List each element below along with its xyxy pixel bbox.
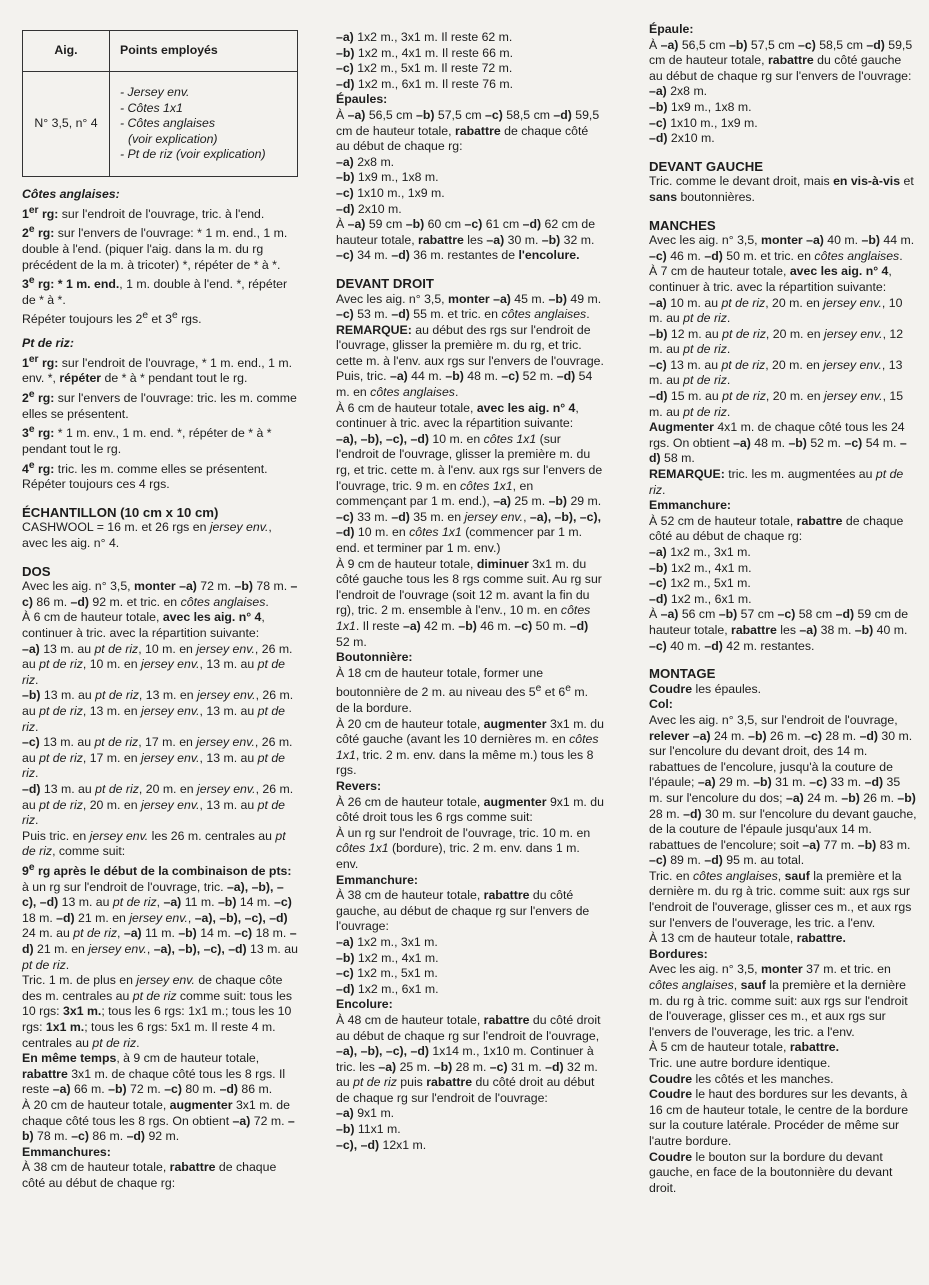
paragraph: En même temps, à 9 cm de hauteur totale, rabattre 3x1 m. de chaque côté tous les 8 rgs. Il reste –a) 66 m. –b) 72 m. –c) 80 m. –d) 86 m. (22, 1051, 286, 1097)
paragraph: Coudre les épaules. (649, 681, 762, 696)
paragraph: REMARQUE: tric. les m. augmentées au pt de riz. (649, 467, 904, 497)
column-3-text (649, 22, 917, 1196)
paragraph: À 9 cm de hauteur totale, diminuer 3x1 m. du côté gauche tous les 8 rgs comme suit. Au rg sur l'endroit de l'ouvrage (soit 12 m. avant la fin du rg), tric. 2 m. ensemble à l'env., 10 m. en côtes 1x1. Il reste –a) 42 m. –b) 46 m. –c) 50 m. –d) 52 m. (336, 556, 602, 649)
paragraph: REMARQUE: au début des rgs sur l'endroit de l'ouvrage, glisser la première m. du rg, et tric. cette m. à l'env. aux rgs sur l'envers de l'ouvrage. Puis, tric. –a) 44 m. –b) 48 m. –c) 52 m. –d) 54 m. en côtes anglaises. (336, 322, 604, 400)
section-heading: DEVANT GAUCHE (649, 158, 764, 174)
paragraph: À 18 cm de hauteur totale, former une boutonnière de 2 m. au niveau des 5e et 6e m. de la bordure. (336, 665, 589, 716)
paragraph: Avec les aig. n° 3,5, monter 37 m. et tric. en côtes anglaises, sauf la première et la dernière m. du rg à tric. comme suit: aux rgs sur l'endroit de l'ouverage, glisser ces m., et aux rgs sur l'envers de l'ouverage, les tric. a l'env. (649, 962, 908, 1039)
paragraph: 1er rg: sur l'endroit de l'ouvrage, * 1 m. end., 1 m. env. *, répéter de * à * pendant tout le rg. (22, 353, 293, 386)
paragraph: À 52 cm de hauteur totale, rabattre de chaque côté au début de chaque rg: (649, 513, 904, 544)
needle-stitch-table (22, 30, 298, 177)
paragraph: –b) 13 m. au pt de riz, 13 m. en jersey env., 26 m. au pt de riz, 13 m. en jersey env., 13 m. au pt de riz. (22, 688, 294, 734)
section-heading: Emmanchure: (336, 872, 419, 887)
section-heading: Col: (649, 697, 673, 712)
paragraph: Coudre les côtés et les manches. (649, 1071, 834, 1086)
section-heading: Épaules: (336, 92, 388, 107)
paragraph: À 5 cm de hauteur totale, rabattre. (649, 1040, 840, 1055)
stitch-item: - Pt de riz (voir explication) (120, 147, 266, 162)
paragraph: 4e rg: tric. les m. comme elles se présentent. (22, 459, 268, 476)
paragraph: À 38 cm de hauteur totale, rabattre de chaque côté au début de chaque rg: (22, 1160, 277, 1190)
table-cell-stitches (110, 72, 298, 177)
section-heading: MANCHES (649, 217, 716, 233)
section-heading: Revers: (336, 779, 382, 793)
paragraph: –a) 13 m. au pt de riz, 10 m. en jersey env., 26 m. au pt de riz, 10 m. en jersey env., 13 m. au pt de riz. (22, 641, 293, 687)
table-header-stitches: Points employés (110, 31, 298, 72)
paragraph: À un rg sur l'endroit de l'ouvrage, tric. 10 m. en côtes 1x1 (bordure), tric. 2 m. env. dans 1 m. env. (336, 825, 591, 871)
paragraph: –a) 10 m. au pt de riz, 20 m. en jersey env., 10 m. au pt de riz. (649, 295, 903, 326)
column-3 (649, 22, 917, 1196)
section-heading: ÉCHANTILLON (10 cm x 10 cm) (22, 504, 219, 520)
paragraph: CASHWOOL = 16 m. et 26 rgs en jersey env., avec les aig. n° 4. (22, 520, 272, 551)
paragraph: À 6 cm de hauteur totale, avec les aig. n° 4, continuer à tric. avec la répartition suivante: (336, 400, 579, 431)
paragraph: À 7 cm de hauteur totale, avec les aig. n° 4, continuer à tric. avec la répartition suivante: (649, 264, 892, 294)
section-heading: Pt de riz: (22, 336, 74, 351)
paragraph: 9e rg après le début de la combinaison de pts: à un rg sur l'endroit de l'ouvrage, tric. –a), –b), –c), –d) 13 m. au pt de riz, –a) 11 m. –b) 14 m. –c) 18 m. –d) 21 m. en jersey env., –a), –b), –c), –d) 24 m. au pt de riz, –a) 11 m. –b) 14 m. –c) 18 m. –d) 21 m. en jersey env., –a), –b), –c), –d) 13 m. au pt de riz. (22, 861, 298, 972)
section-heading: Épaule: (649, 22, 694, 36)
column-2-text (336, 30, 604, 1153)
section-heading: DEVANT DROIT (336, 275, 434, 291)
paragraph: 3e rg: * 1 m. end., 1 m. double à l'end. *, répéter de * à *. (22, 275, 288, 307)
paragraph: 2e rg: sur l'envers de l'ouvrage: * 1 m. end., 1 m. double à l'end. (piquer l'aig. dans la m. du rg précédent de la m. à tricoter) *, répéter de * à *. (22, 224, 288, 272)
paragraph: –d) 15 m. au pt de riz, 20 m. en jersey env., 15 m. au pt de riz. (649, 389, 904, 419)
paragraph: Répéter toujours les 2e et 3e rgs. (22, 310, 202, 327)
paragraph: –a), –b), –c), –d) 10 m. en côtes 1x1 (sur l'endroit de l'ouvrage, glisser la première m. du rg, et tric. cette m. à l'env. aux rgs sur l'envers de l'ouvrage, tric. 9 m. en côtes 1x1, en commençant par 1 m. end.), –a) 25 m. –b) 29 m. –c) 33 m. –d) 35 m. en jersey env., –a), –b), –c), –d) 10 m. en côtes 1x1 (commencer par 1 m. end. et terminer par 1 m. env.) (336, 431, 603, 555)
table-header-needles: Aig. (23, 31, 110, 72)
paragraph: –a) 2x8 m. –b) 1x9 m., 1x8 m. –c) 1x10 m., 1x9 m. –d) 2x10 m. (336, 154, 445, 216)
paragraph: Coudre le bouton sur la bordure du devant gauche, en face de la boutonnière du devant droit. (649, 1149, 893, 1195)
column-1 (22, 30, 298, 1191)
section-heading: Emmanchures: (22, 1144, 111, 1159)
paragraph: À –a) 56 cm –b) 57 cm –c) 58 cm –d) 59 cm de hauteur totale, rabattre les –a) 38 m. –b) 40 m. –c) 40 m. –d) 42 m. restantes. (649, 607, 909, 653)
paragraph: Avec les aig. n° 3,5, monter –a) 45 m. –b) 49 m. –c) 53 m. –d) 55 m. et tric. en côtes anglaises. (336, 291, 602, 322)
paragraph: Puis tric. en jersey env. les 26 m. centrales au pt de riz, comme suit: (22, 828, 286, 859)
paragraph: –b) 12 m. au pt de riz, 20 m. en jersey env., 12 m. au pt de riz. (649, 326, 904, 357)
paragraph: À 48 cm de hauteur totale, rabattre du côté droit au début de chaque rg sur l'endroit de l'ouvrage, –a), –b), –c), –d) 1x14 m., 1x10 m. Continuer à tric. les –a) 25 m. –b) 28 m. –c) 31 m. –d) 32 m. au pt de riz puis rabattre du côté droit au début de chaque rg sur l'endroit de l'ouvrage: (336, 1012, 601, 1105)
paragraph: Tric. 1 m. de plus en jersey env. de chaque côte des m. centrales au pt de riz comme suit: tous les 10 rgs: 3x1 m.; tous les 6 rgs: 1x1 m.; tous les 10 rgs: 1x1 m.; tous les 6 rgs: 5x1 m. Il reste 4 m. centrales au pt de riz. (22, 973, 292, 1050)
paragraph: À 13 cm de hauteur totale, rabattre. (649, 931, 846, 946)
paragraph: Avec les aig. n° 3,5, sur l'endroit de l'ouvrage, relever –a) 24 m. –b) 26 m. –c) 28 m. –d) 30 m. sur l'encolure du devant droit, des 14 m. rabattues de l'encolure, jusqu'à la couture de l'épaule; –a) 29 m. –b) 31 m. –c) 33 m. –d) 35 m. sur l'encolure du dos; –a) 24 m. –b) 26 m. –b) 28 m. –d) 30 m. sur l'encolure du devant gauche, de la couture de l'épaule jusqu'aux 14 m. rabattues de l'encolure; soit –a) 77 m. –b) 83 m. –c) 89 m. –d) 95 m. au total. (649, 712, 917, 868)
paragraph: Coudre le haut des bordures sur les devants, à 16 cm de hauteur totale, le centre de la bordure sur la couture latérale. Procéder de même sur l'autre bordure. (649, 1087, 909, 1148)
stitch-item: - Côtes anglaises (120, 116, 216, 131)
paragraph: À –a) 59 cm –b) 60 cm –c) 61 cm –d) 62 cm de hauteur totale, rabattre les –a) 30 m. –b) 32 m. –c) 34 m. –d) 36 m. restantes de l'encolure. (336, 217, 596, 263)
stitch-item: - Jersey env. (120, 85, 190, 100)
paragraph: Tric. en côtes anglaises, sauf la première et la dernière m. du rg à tric. comme suit: aux rgs sur l'endroit de l'ouverage, glisser ces m., et aux rgs sur l'envers de l'ouverage, les tric. a l'env. (649, 868, 912, 930)
paragraph: –a) 2x8 m. –b) 1x9 m., 1x8 m. –c) 1x10 m., 1x9 m. –d) 2x10 m. (649, 84, 758, 146)
paragraph: –a) 1x2 m., 3x1 m. –b) 1x2 m., 4x1 m. –c) 1x2 m., 5x1 m. –d) 1x2 m., 6x1 m. (336, 934, 439, 996)
column-2 (336, 30, 604, 1153)
section-heading: MONTAGE (649, 666, 716, 682)
paragraph: –a) 9x1 m. –b) 11x1 m. –c), –d) 12x1 m. (336, 1106, 427, 1152)
paragraph: Tric. une autre bordure identique. (649, 1056, 831, 1070)
section-heading: Bordures: (649, 946, 708, 961)
paragraph: Tric. comme le devant droit, mais en vis-à-vis et sans boutonnières. (649, 174, 914, 204)
paragraph: À 6 cm de hauteur totale, avec les aig. n° 4, continuer à tric. avec la répartition suivante: (22, 610, 265, 640)
section-heading: Boutonnière: (336, 650, 413, 665)
paragraph: –d) 13 m. au pt de riz, 20 m. en jersey env., 26 m. au pt de riz, 20 m. en jersey env., 13 m. au pt de riz. (22, 781, 294, 828)
paragraph: À 26 cm de hauteur totale, augmenter 9x1 m. du côté droit tous les 6 rgs comme suit: (336, 794, 604, 825)
paragraph: Répéter toujours ces 4 rgs. (22, 477, 170, 492)
paragraph: 1er rg: sur l'endroit de l'ouvrage, tric. à l'end. (22, 204, 265, 221)
paragraph: À 20 cm de hauteur totale, augmenter 3x1 m. de chaque côté tous les 8 rgs. On obtient –a) 72 m. –b) 78 m. –c) 86 m. –d) 92 m. (22, 1097, 295, 1144)
paragraph: À –a) 56,5 cm –b) 57,5 cm –c) 58,5 cm –d) 59,5 cm de hauteur totale, rabattre de chaque côté au début de chaque rg: (336, 107, 600, 154)
paragraph: 2e rg: sur l'envers de l'ouvrage: tric. les m. comme elles se présentent. (22, 389, 297, 421)
section-heading: Côtes anglaises: (22, 187, 120, 201)
paragraph: À –a) 56,5 cm –b) 57,5 cm –c) 58,5 cm –d) 59,5 cm de hauteur totale, rabattre du côté gauche au début de chaque rg sur l'envers de l'ouvrage: (649, 37, 913, 83)
table-cell-needles: N° 3,5, n° 4 (23, 72, 110, 177)
paragraph: À 20 cm de hauteur totale, augmenter 3x1 m. du côté gauche (avant les 10 dernières m. en côtes 1x1, tric. 2 m. env. dans la même m.) tous les 8 rgs. (336, 716, 604, 778)
paragraph: 3e rg: * 1 m. env., 1 m. end. *, répéter de * à * pendant tout le rg. (22, 424, 272, 456)
paragraph: Augmenter 4x1 m. de chaque côté tous les 24 rgs. On obtient –a) 48 m. –b) 52 m. –c) 54 m. –d) 58 m. (649, 420, 907, 466)
section-heading: Encolure: (336, 997, 393, 1012)
stitch-item: - Côtes 1x1 (120, 100, 183, 115)
column-1-text (22, 187, 298, 1191)
paragraph: –c) 13 m. au pt de riz, 20 m. en jersey env., 13 m. au pt de riz. (649, 357, 903, 388)
section-heading: Emmanchure: (649, 498, 732, 513)
paragraph: Avec les aig. n° 3,5, monter –a) 72 m. –b) 78 m. –c) 86 m. –d) 92 m. et tric. en côtes anglaises. (22, 579, 298, 609)
paragraph: –a) 1x2 m., 3x1 m. Il reste 62 m. –b) 1x2 m., 4x1 m. Il reste 66 m. –c) 1x2 m., 5x1 m. Il reste 72 m. –d) 1x2 m., 6x1 m. Il reste 76 m. (336, 30, 513, 91)
paragraph: –a) 1x2 m., 3x1 m. –b) 1x2 m., 4x1 m. –c) 1x2 m., 5x1 m. –d) 1x2 m., 6x1 m. (649, 545, 752, 606)
paragraph: –c) 13 m. au pt de riz, 17 m. en jersey env., 26 m. au pt de riz, 17 m. en jersey env., 13 m. au pt de riz. (22, 735, 293, 781)
stitch-item: (voir explication) (128, 131, 218, 146)
paragraph: Avec les aig. n° 3,5, monter –a) 40 m. –b) 44 m. –c) 46 m. –d) 50 m. et tric. en côtes anglaises. (649, 233, 915, 263)
section-heading: DOS (22, 563, 51, 579)
paragraph: À 38 cm de hauteur totale, rabattre du côté gauche, au début de chaque rg sur l'envers de l'ouvrage: (336, 888, 590, 934)
